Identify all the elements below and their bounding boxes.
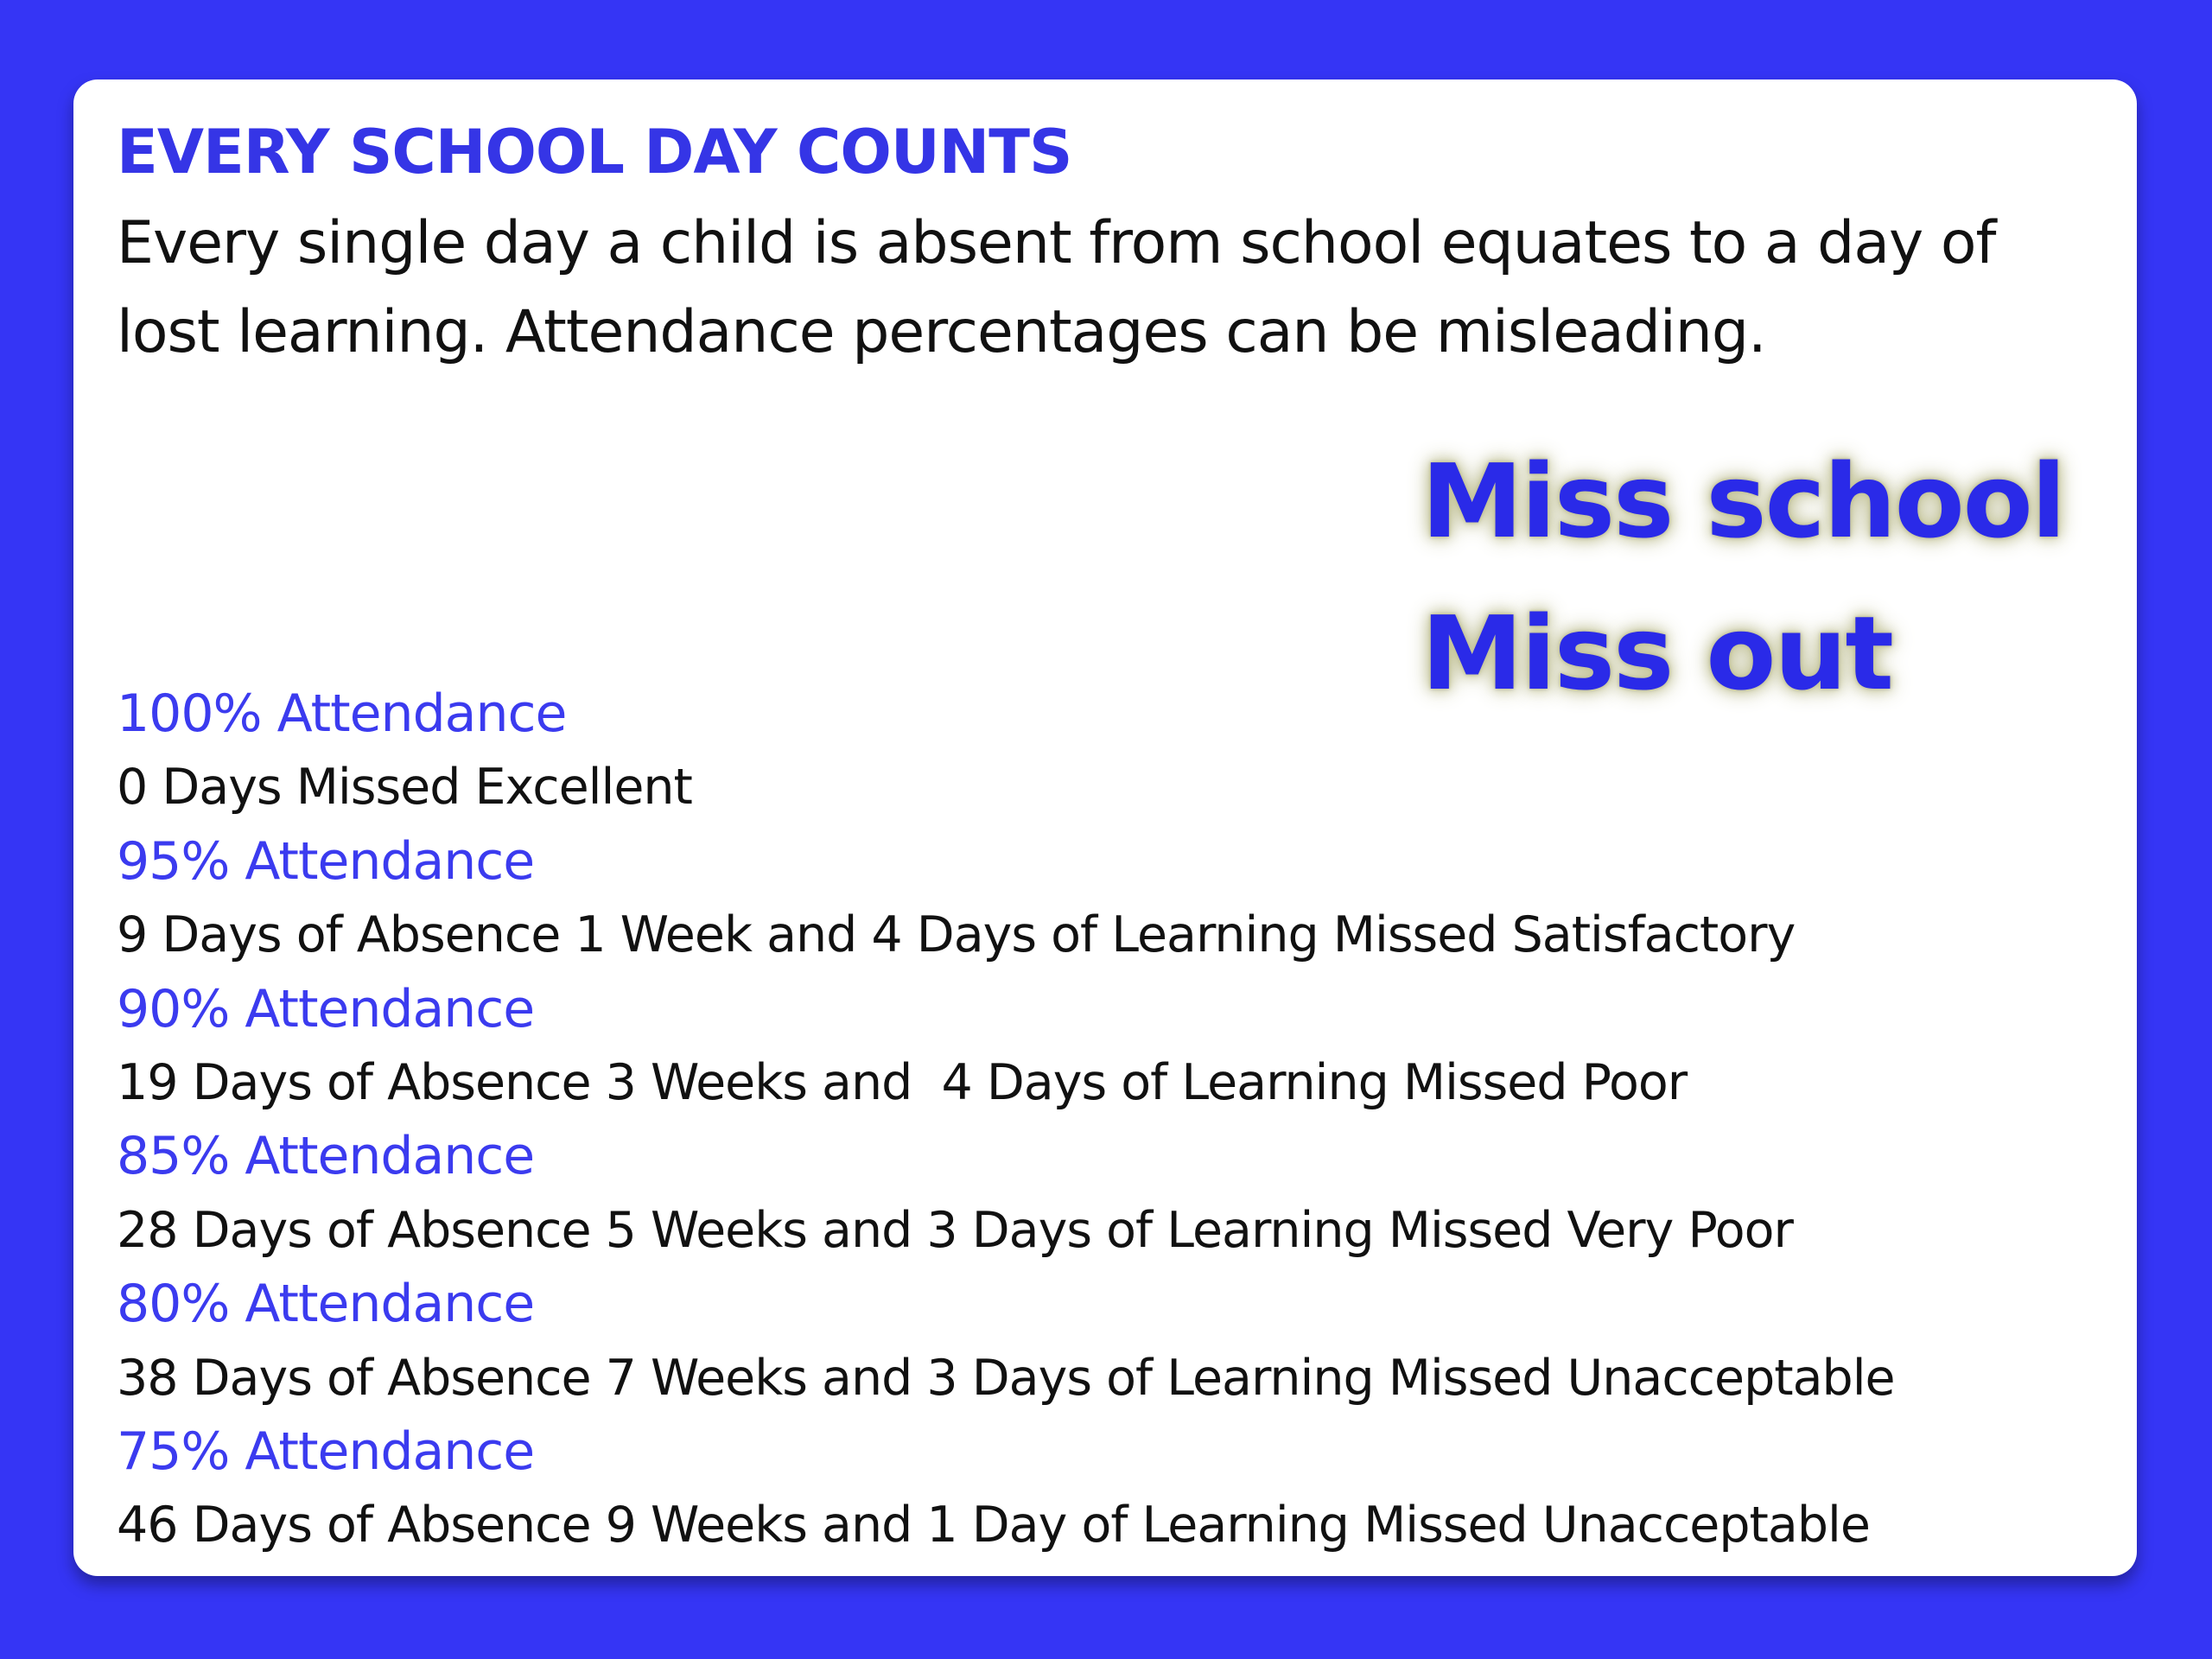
slogan-line-2: Miss out: [1421, 594, 1892, 713]
attendance-level-title: 90% Attendance: [117, 978, 535, 1039]
attendance-levels-list: [117, 677, 1895, 1563]
list-item: [117, 973, 1895, 1121]
attendance-level-description: 19 Days of Absence 3 Weeks and 4 Days of Learning Missed Poor: [117, 1054, 1688, 1112]
intro-text: Every single day a child is absent from school equates to a day of lost learning. Attendance percentages can be misleading.: [117, 209, 1996, 366]
list-item: [117, 1120, 1895, 1268]
content-card: [73, 79, 2137, 1576]
slogan-line-1: Miss school: [1421, 442, 2065, 561]
attendance-level-description: 38 Days of Absence 7 Weeks and 3 Days of Learning Missed Unacceptable: [117, 1349, 1895, 1407]
list-item: [117, 825, 1895, 973]
attendance-level-title: 75% Attendance: [117, 1421, 535, 1483]
list-item: [117, 677, 1895, 825]
attendance-level-title: 80% Attendance: [117, 1274, 535, 1335]
attendance-level-description: 46 Days of Absence 9 Weeks and 1 Day of Learning Missed Unacceptable: [117, 1497, 1870, 1554]
attendance-level-description: 9 Days of Absence 1 Week and 4 Days of Learning Missed Satisfactory: [117, 906, 1796, 964]
attendance-level-title: 100% Attendance: [117, 683, 567, 744]
attendance-level-title: 95% Attendance: [117, 830, 535, 892]
attendance-level-description: 28 Days of Absence 5 Weeks and 3 Days of Learning Missed Very Poor: [117, 1201, 1793, 1259]
attendance-level-description: 0 Days Missed Excellent: [117, 759, 692, 817]
page-title: EVERY SCHOOL DAY COUNTS: [117, 117, 1072, 188]
list-item: [117, 1415, 1895, 1563]
list-item: [117, 1268, 1895, 1415]
attendance-level-title: 85% Attendance: [117, 1126, 535, 1187]
